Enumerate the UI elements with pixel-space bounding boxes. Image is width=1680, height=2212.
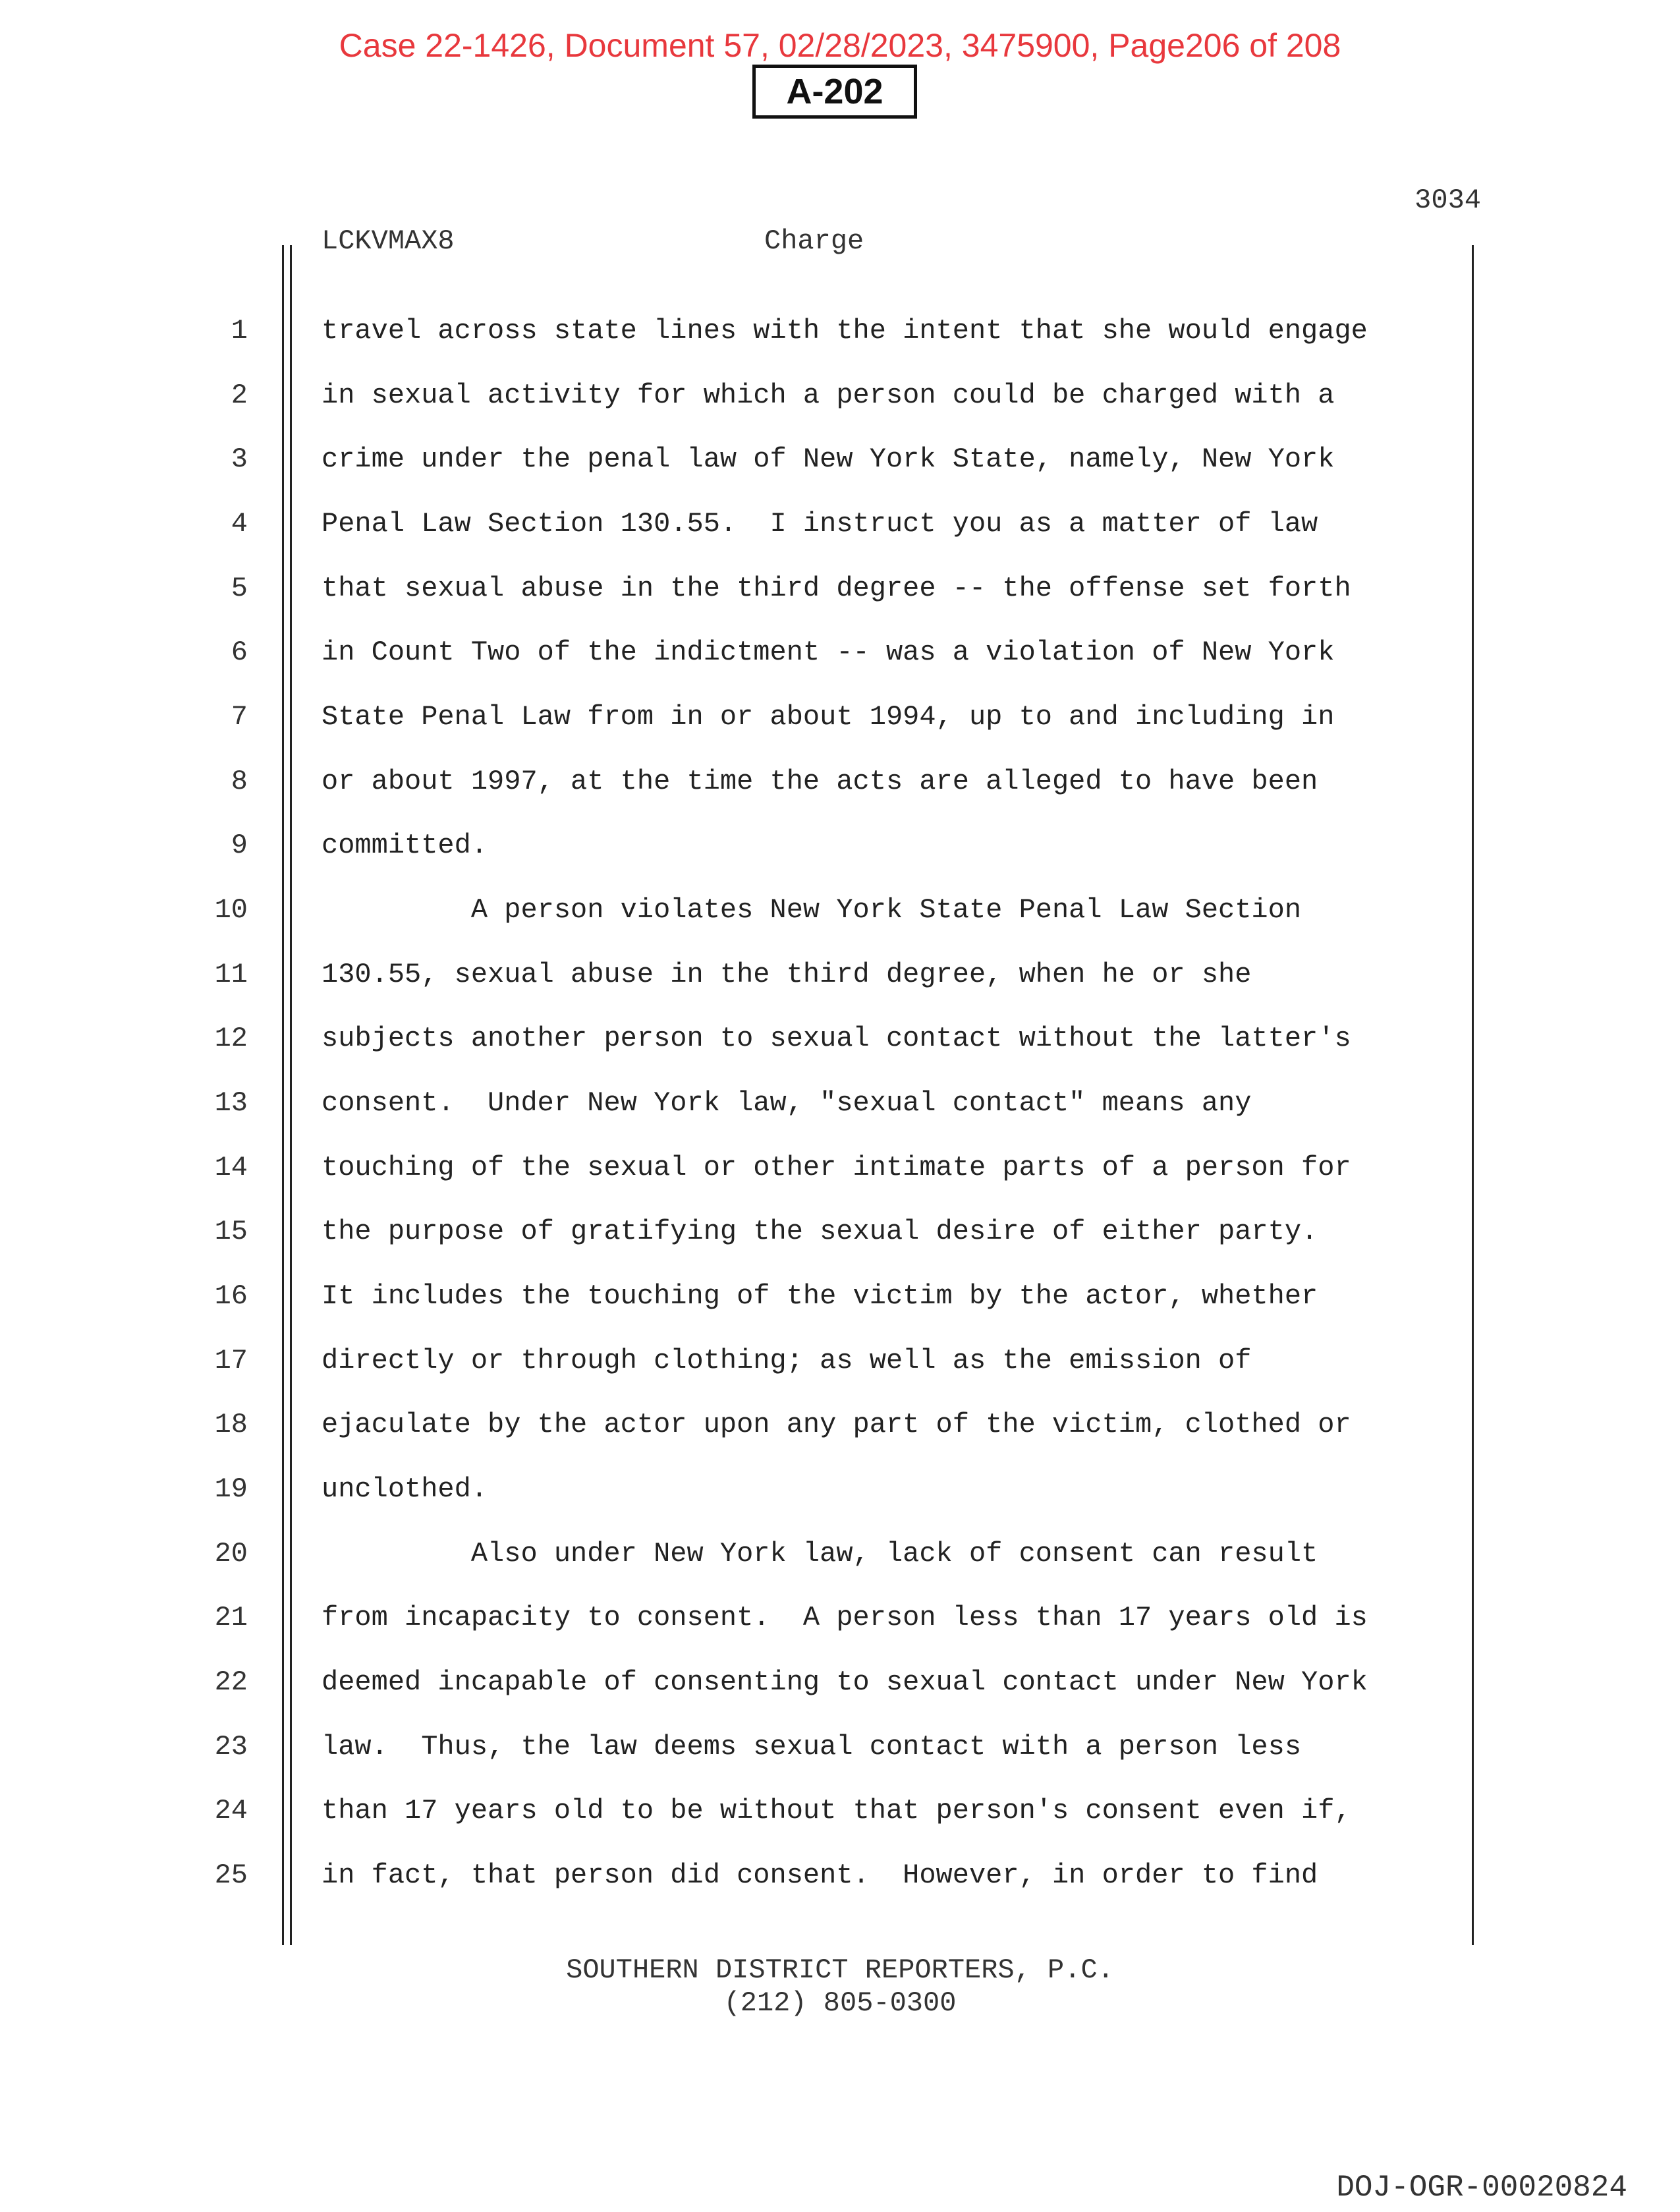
- transcript-line: touching of the sexual or other intimate parts of a person for: [322, 1152, 1351, 1183]
- reporter-phone: (212) 805-0300: [723, 1987, 957, 2019]
- reporter-name: SOUTHERN DISTRICT REPORTERS, P.C.: [566, 1954, 1114, 1986]
- line-number: 12: [214, 1023, 248, 1054]
- left-margin-rule: [282, 245, 284, 1945]
- transcript-line: consent. Under New York law, "sexual contact" means any: [322, 1087, 1252, 1119]
- line-number: 23: [214, 1731, 248, 1763]
- line-number: 2: [231, 380, 248, 411]
- transcript-line: subjects another person to sexual contact without the latter's: [322, 1023, 1351, 1054]
- line-number: 10: [214, 894, 248, 926]
- transcript-line: directly or through clothing; as well as the emission of: [322, 1345, 1252, 1376]
- transcript-line: travel across state lines with the intent that she would engage: [322, 315, 1368, 347]
- line-number: 19: [214, 1473, 248, 1505]
- line-number: 14: [214, 1152, 248, 1183]
- line-number: 6: [231, 637, 248, 668]
- case-header: Case 22-1426, Document 57, 02/28/2023, 3475900, Page206 of 208: [339, 27, 1341, 64]
- right-margin-rule: [1472, 245, 1474, 1945]
- transcript-line: It includes the touching of the victim by the actor, whether: [322, 1280, 1318, 1312]
- transcript-line: committed.: [322, 830, 488, 861]
- transcript-line: in sexual activity for which a person could be charged with a: [322, 380, 1335, 411]
- line-number: 18: [214, 1409, 248, 1440]
- bates-number: DOJ-OGR-00020824: [1336, 2170, 1627, 2205]
- line-number: 5: [231, 573, 248, 604]
- transcript-line: crime under the penal law of New York State, namely, New York: [322, 443, 1335, 475]
- line-number: 4: [231, 508, 248, 540]
- transcript-line: unclothed.: [322, 1473, 488, 1505]
- line-number: 22: [214, 1666, 248, 1698]
- transcript-line: than 17 years old to be without that person's consent even if,: [322, 1795, 1351, 1827]
- line-number: 7: [231, 701, 248, 733]
- transcript-line: Also under New York law, lack of consent can result: [322, 1538, 1318, 1570]
- transcript-line: ejaculate by the actor upon any part of the victim, clothed or: [322, 1409, 1351, 1440]
- transcript-line: 130.55, sexual abuse in the third degree, when he or she: [322, 959, 1252, 990]
- transcript-line: from incapacity to consent. A person less than 17 years old is: [322, 1602, 1368, 1633]
- transcript-line: deemed incapable of consenting to sexual contact under New York: [322, 1666, 1368, 1698]
- transcript-line: State Penal Law from in or about 1994, up to and including in: [322, 701, 1335, 733]
- line-number: 16: [214, 1280, 248, 1312]
- line-number: 8: [231, 766, 248, 797]
- line-number: 11: [214, 959, 248, 990]
- transcript-line: that sexual abuse in the third degree -- the offense set forth: [322, 573, 1351, 604]
- line-number: 24: [214, 1795, 248, 1827]
- transcript-line: the purpose of gratifying the sexual desire of either party.: [322, 1216, 1318, 1247]
- transcript-line: in Count Two of the indictment -- was a violation of New York: [322, 637, 1335, 668]
- line-number: 25: [214, 1859, 248, 1891]
- line-number: 21: [214, 1602, 248, 1633]
- page-number: 3034: [1414, 184, 1481, 216]
- line-number: 9: [231, 830, 248, 861]
- transcript-line: in fact, that person did consent. However, in order to find: [322, 1859, 1318, 1891]
- transcript-line: Penal Law Section 130.55. I instruct you as a matter of law: [322, 508, 1318, 540]
- transcript-line: or about 1997, at the time the acts are alleged to have been: [322, 766, 1318, 797]
- line-number: 3: [231, 443, 248, 475]
- line-number: 15: [214, 1216, 248, 1247]
- exhibit-label: A-202: [752, 65, 917, 119]
- transcript-line: law. Thus, the law deems sexual contact with a person less: [322, 1731, 1302, 1763]
- transcript-line: A person violates New York State Penal Law Section: [322, 894, 1302, 926]
- line-number: 17: [214, 1345, 248, 1376]
- left-margin-rule-inner: [290, 245, 292, 1945]
- line-number: 1: [231, 315, 248, 347]
- line-number: 13: [214, 1087, 248, 1119]
- running-header-section: Charge: [764, 225, 864, 257]
- running-header-docket: LCKVMAX8: [322, 225, 455, 257]
- line-number: 20: [214, 1538, 248, 1570]
